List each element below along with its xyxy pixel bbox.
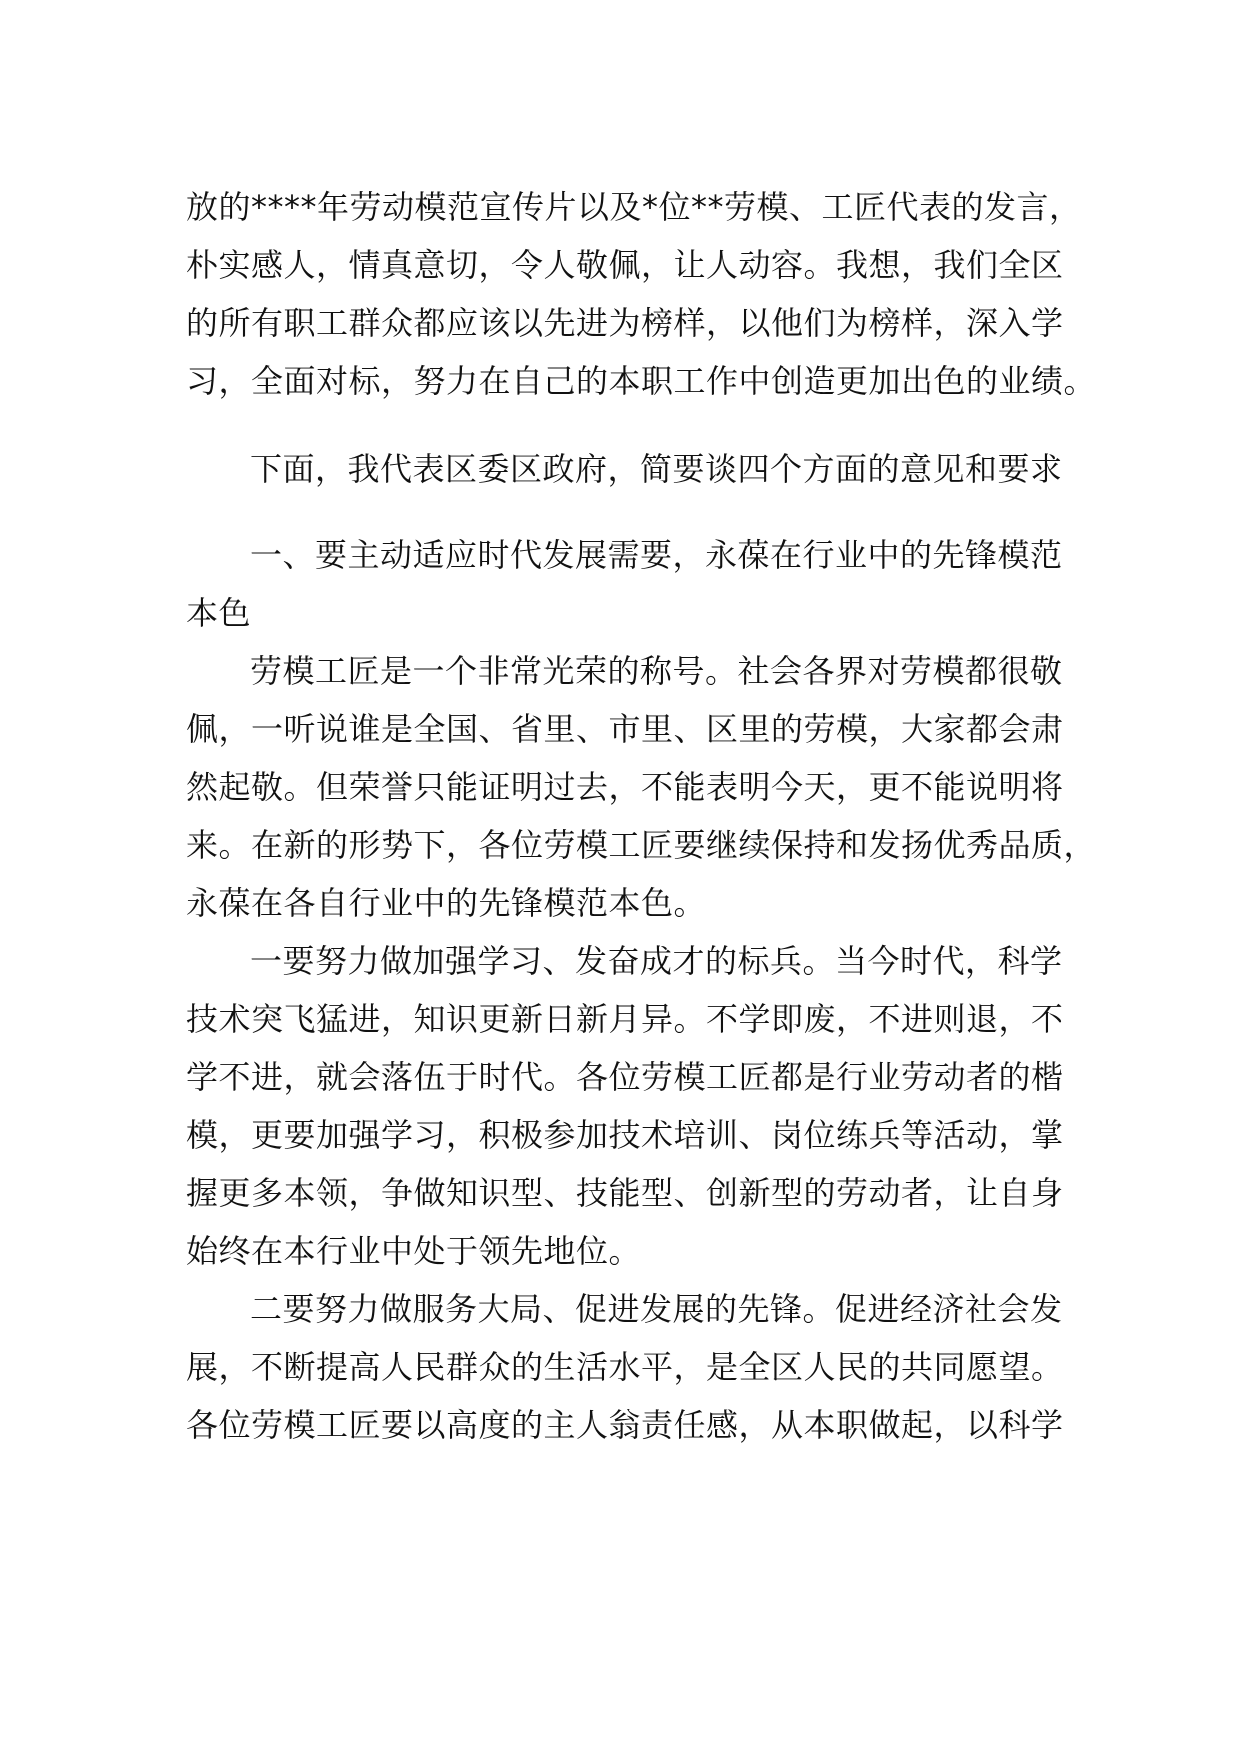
- text-line: 二要努力做服务大局、促进发展的先锋。促进经济社会发: [250, 1290, 1063, 1328]
- section-heading-line: 本色: [186, 594, 252, 632]
- text-line: 各位劳模工匠要以高度的主人翁责任感，从本职做起，以科学: [186, 1406, 1064, 1444]
- text-line: 永葆在各自行业中的先锋模范本色。: [186, 884, 707, 922]
- text-line: 的所有职工群众都应该以先进为榜样，以他们为榜样，深入学: [186, 304, 1064, 342]
- text-line: 放的****年劳动模范宣传片以及*位**劳模、工匠代表的发言，: [186, 188, 1082, 226]
- section-heading-line: 一、要主动适应时代发展需要，永葆在行业中的先锋模范: [250, 536, 1063, 574]
- text-line: 握更多本领，争做知识型、技能型、创新型的劳动者，让自身: [186, 1174, 1064, 1212]
- text-line: 然起敬。但荣誉只能证明过去，不能表明今天，更不能说明将: [186, 768, 1064, 806]
- text-line: 模，更要加强学习，积极参加技术培训、岗位练兵等活动，掌: [186, 1116, 1064, 1154]
- text-line: 习，全面对标，努力在自己的本职工作中创造更加出色的业绩。: [186, 362, 1097, 400]
- paragraph-intro-line: 下面，我代表区委区政府，简要谈四个方面的意见和要求: [250, 450, 1063, 488]
- text-line: 学不进，就会落伍于时代。各位劳模工匠都是行业劳动者的楷: [186, 1058, 1064, 1096]
- text-line: 技术突飞猛进，知识更新日新月异。不学即废，不进则退，不: [186, 1000, 1064, 1038]
- text-line: 朴实感人，情真意切，令人敬佩，让人动容。我想，我们全区: [186, 246, 1064, 284]
- text-line: 来。在新的形势下，各位劳模工匠要继续保持和发扬优秀品质，: [186, 826, 1097, 864]
- text-line: 一要努力做加强学习、发奋成才的标兵。当今时代，科学: [250, 942, 1063, 980]
- text-line: 始终在本行业中处于领先地位。: [186, 1232, 642, 1270]
- text-line: 展，不断提高人民群众的生活水平，是全区人民的共同愿望。: [186, 1348, 1064, 1386]
- text-line: 佩，一听说谁是全国、省里、市里、区里的劳模，大家都会肃: [186, 710, 1064, 748]
- text-line: 劳模工匠是一个非常光荣的称号。社会各界对劳模都很敬: [250, 652, 1063, 690]
